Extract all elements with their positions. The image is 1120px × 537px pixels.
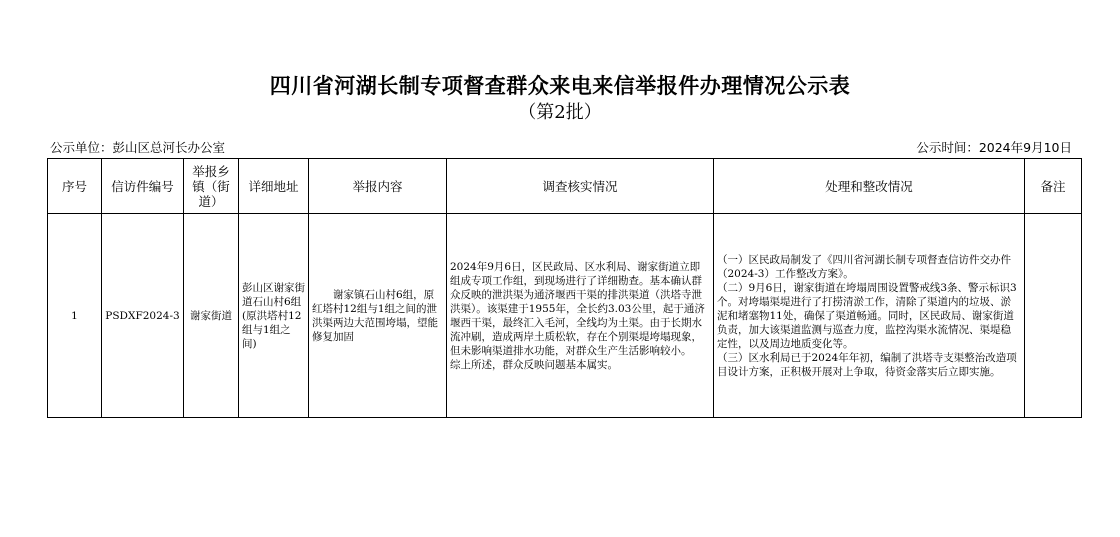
cell-remark — [1025, 214, 1082, 418]
cell-investigation — [447, 214, 714, 418]
header-town: 举报乡镇（街道） — [184, 159, 239, 214]
cell-town: 谢家街道 — [184, 214, 239, 418]
cell-code: PSDXF2024-3 — [102, 214, 184, 418]
batch-subtitle: （第2批） — [518, 102, 602, 123]
content-text: 谢家镇石山村6组，原红塔村12组与1组之间的泄洪渠两边大范围垮塌，望能修复加固 — [312, 288, 438, 343]
table-header-row — [48, 159, 1082, 214]
handling-item-3: （三）区水利局已于2024年年初，编制了洪塔寺支渠整治改造项目设计方案，正积极开展对上争取，待资金落实后立即实施。 — [717, 351, 1017, 378]
handling-item-1: （一）区民政局制发了《四川省河湖长制专项督查信访件交办件（2024-3）工作整改方案》。 — [717, 253, 1011, 280]
header-investigation: 调查核实情况 — [447, 159, 714, 214]
cell-handling — [714, 214, 1025, 418]
table-row — [48, 214, 1082, 418]
header-code: 信访件编号 — [102, 159, 184, 214]
cell-address: 彭山区谢家街道石山村6组(原洪塔村12组与1组之间) — [239, 214, 309, 418]
cell-seq: 1 — [48, 214, 102, 418]
header-address: 详细地址 — [239, 159, 309, 214]
header-seq: 序号 — [48, 159, 102, 214]
publish-date: 公示时间：2024年9月10日 — [916, 140, 1072, 155]
page-title: 四川省河湖长制专项督查群众来电来信举报件办理情况公示表 — [269, 73, 851, 98]
header-content: 举报内容 — [309, 159, 447, 214]
cell-content — [309, 214, 447, 418]
investigation-conclusion: 综上所述，群众反映问题基本属实。 — [450, 358, 618, 371]
header-remark: 备注 — [1025, 159, 1082, 214]
investigation-paragraph: 2024年9月6日，区民政局、区水利局、谢家街道立即组成专项工作组，到现场进行了详细勘查。基本确认群众反映的泄洪渠为通济堰西干渠的排洪渠道（洪塔寺泄洪渠）。该渠建于1955年，全长约3.03公里，起于通济堰西干渠，最终汇入毛河，全线均为土渠。由于长期水流冲刷，造成两岸土质松软，存在个别渠堤垮塌现象，但未影响渠道排水功能，对群众生产生活影响较小。 — [450, 260, 705, 357]
header-handling: 处理和整改情况 — [714, 159, 1025, 214]
publishing-unit: 公示单位：彭山区总河长办公室 — [50, 140, 226, 155]
report-table — [47, 158, 1082, 418]
handling-item-2: （二）9月6日，谢家街道在垮塌周围设置警戒线3条、警示标识3个。对垮塌渠堤进行了打捞清淤工作，清除了渠道内的垃圾、淤泥和堵塞物11处，确保了渠道畅通。同时，区民政局、谢家街道负责，加大该渠道监测与巡查力度，监控沟渠水流情况、渠堤稳定性，以及周边地质变化等。 — [717, 281, 1017, 350]
